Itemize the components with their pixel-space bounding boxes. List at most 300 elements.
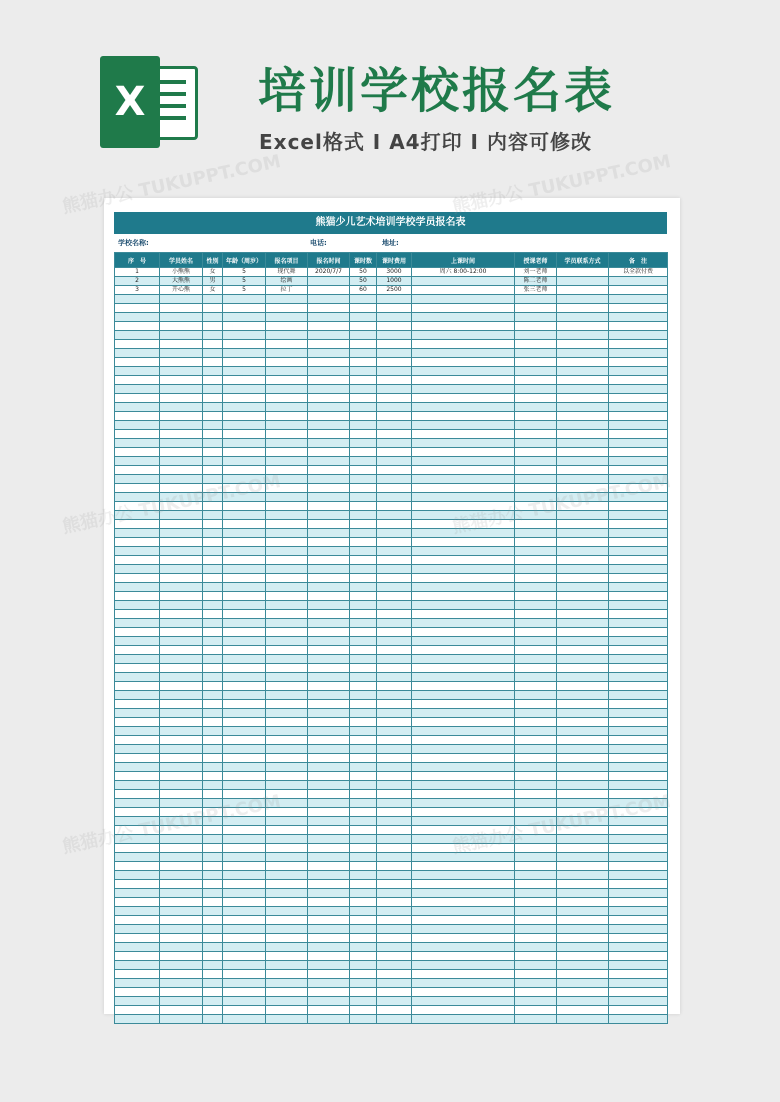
table-cell[interactable]	[515, 313, 557, 322]
table-cell[interactable]	[266, 799, 308, 808]
table-cell[interactable]	[350, 376, 377, 385]
table-cell[interactable]	[115, 619, 160, 628]
table-cell[interactable]	[308, 880, 350, 889]
table-cell[interactable]	[377, 817, 412, 826]
table-cell[interactable]	[377, 520, 412, 529]
table-cell[interactable]	[609, 430, 668, 439]
table-cell[interactable]	[377, 547, 412, 556]
table-cell[interactable]	[412, 304, 515, 313]
table-cell[interactable]	[515, 988, 557, 997]
table-cell[interactable]	[115, 637, 160, 646]
table-cell[interactable]	[557, 610, 609, 619]
table-cell[interactable]	[266, 736, 308, 745]
table-cell[interactable]	[377, 340, 412, 349]
table-cell[interactable]	[223, 448, 266, 457]
table-cell[interactable]	[203, 898, 223, 907]
table-cell[interactable]	[266, 889, 308, 898]
table-cell[interactable]	[412, 610, 515, 619]
table-cell[interactable]	[412, 907, 515, 916]
table-cell[interactable]	[515, 763, 557, 772]
table-cell[interactable]	[160, 907, 203, 916]
table-cell[interactable]	[412, 277, 515, 286]
table-cell[interactable]	[266, 313, 308, 322]
table-cell[interactable]	[308, 799, 350, 808]
table-cell[interactable]	[515, 700, 557, 709]
table-cell[interactable]	[350, 412, 377, 421]
table-cell[interactable]	[515, 511, 557, 520]
table-cell[interactable]	[609, 925, 668, 934]
table-cell[interactable]	[115, 358, 160, 367]
table-cell[interactable]	[557, 412, 609, 421]
table-cell[interactable]	[557, 619, 609, 628]
table-cell[interactable]	[115, 457, 160, 466]
table-cell[interactable]	[223, 439, 266, 448]
table-cell[interactable]	[266, 925, 308, 934]
table-cell[interactable]	[266, 502, 308, 511]
table-cell[interactable]	[308, 574, 350, 583]
table-cell[interactable]	[203, 970, 223, 979]
table-cell[interactable]	[160, 943, 203, 952]
table-cell[interactable]	[266, 916, 308, 925]
table-cell[interactable]	[308, 655, 350, 664]
table-cell[interactable]	[515, 484, 557, 493]
table-cell[interactable]	[557, 376, 609, 385]
table-cell[interactable]	[557, 529, 609, 538]
table-cell[interactable]	[266, 817, 308, 826]
table-cell[interactable]	[377, 403, 412, 412]
table-cell[interactable]	[203, 709, 223, 718]
table-cell[interactable]	[115, 754, 160, 763]
table-cell[interactable]	[350, 880, 377, 889]
table-cell[interactable]	[115, 988, 160, 997]
table-cell[interactable]	[115, 340, 160, 349]
table-cell[interactable]	[412, 880, 515, 889]
table-cell[interactable]	[412, 727, 515, 736]
table-cell[interactable]	[609, 781, 668, 790]
table-cell[interactable]	[609, 421, 668, 430]
table-cell[interactable]	[308, 322, 350, 331]
table-cell[interactable]	[223, 700, 266, 709]
table-cell[interactable]	[203, 682, 223, 691]
table-cell[interactable]	[203, 952, 223, 961]
table-cell[interactable]	[266, 430, 308, 439]
table-cell[interactable]	[377, 988, 412, 997]
table-cell[interactable]	[377, 394, 412, 403]
table-cell[interactable]	[515, 376, 557, 385]
table-cell[interactable]	[115, 799, 160, 808]
table-cell[interactable]	[557, 592, 609, 601]
table-cell[interactable]	[609, 286, 668, 295]
table-cell[interactable]: 50	[350, 277, 377, 286]
table-cell[interactable]	[223, 790, 266, 799]
table-cell[interactable]	[557, 763, 609, 772]
table-cell[interactable]	[377, 502, 412, 511]
table-cell[interactable]	[266, 466, 308, 475]
table-cell[interactable]	[266, 844, 308, 853]
table-cell[interactable]	[115, 871, 160, 880]
table-cell[interactable]	[377, 952, 412, 961]
table-cell[interactable]	[308, 637, 350, 646]
table-cell[interactable]	[308, 520, 350, 529]
table-cell[interactable]	[160, 691, 203, 700]
table-cell[interactable]	[609, 934, 668, 943]
table-cell[interactable]	[115, 844, 160, 853]
table-cell[interactable]	[266, 772, 308, 781]
table-cell[interactable]	[266, 718, 308, 727]
table-cell[interactable]	[203, 484, 223, 493]
table-cell[interactable]	[557, 790, 609, 799]
table-cell[interactable]	[557, 664, 609, 673]
table-cell[interactable]	[515, 808, 557, 817]
table-cell[interactable]	[350, 727, 377, 736]
table-cell[interactable]	[609, 646, 668, 655]
table-cell[interactable]	[115, 853, 160, 862]
table-cell[interactable]	[557, 628, 609, 637]
table-cell[interactable]	[203, 601, 223, 610]
table-cell[interactable]: 3000	[377, 268, 412, 277]
table-cell[interactable]	[203, 304, 223, 313]
table-cell[interactable]	[515, 628, 557, 637]
table-cell[interactable]	[557, 421, 609, 430]
table-cell[interactable]	[377, 610, 412, 619]
table-cell[interactable]	[223, 853, 266, 862]
table-cell[interactable]	[609, 655, 668, 664]
table-cell[interactable]	[266, 934, 308, 943]
table-cell[interactable]	[412, 403, 515, 412]
table-cell[interactable]	[203, 367, 223, 376]
table-cell[interactable]	[160, 1006, 203, 1015]
table-cell[interactable]	[350, 925, 377, 934]
table-cell[interactable]	[266, 898, 308, 907]
table-cell[interactable]	[412, 745, 515, 754]
table-cell[interactable]	[609, 970, 668, 979]
table-cell[interactable]	[160, 502, 203, 511]
table-cell[interactable]	[223, 376, 266, 385]
table-cell[interactable]	[115, 655, 160, 664]
table-cell[interactable]	[412, 772, 515, 781]
table-cell[interactable]	[223, 880, 266, 889]
table-cell[interactable]	[160, 790, 203, 799]
table-cell[interactable]	[115, 574, 160, 583]
table-cell[interactable]	[515, 430, 557, 439]
table-cell[interactable]	[609, 322, 668, 331]
table-cell[interactable]	[266, 520, 308, 529]
table-cell[interactable]	[115, 322, 160, 331]
table-cell[interactable]: 小熊熊	[160, 268, 203, 277]
table-cell[interactable]	[266, 304, 308, 313]
table-cell[interactable]	[412, 988, 515, 997]
table-cell[interactable]	[308, 358, 350, 367]
table-cell[interactable]	[160, 718, 203, 727]
table-cell[interactable]	[308, 952, 350, 961]
table-cell[interactable]	[557, 349, 609, 358]
table-cell[interactable]	[308, 430, 350, 439]
table-cell[interactable]	[557, 358, 609, 367]
table-cell[interactable]	[557, 952, 609, 961]
table-cell[interactable]	[203, 412, 223, 421]
table-cell[interactable]	[412, 556, 515, 565]
table-cell[interactable]	[377, 880, 412, 889]
table-cell[interactable]	[515, 853, 557, 862]
table-cell[interactable]	[203, 466, 223, 475]
table-cell[interactable]	[412, 979, 515, 988]
table-cell[interactable]	[350, 304, 377, 313]
table-cell[interactable]	[223, 466, 266, 475]
table-cell[interactable]	[412, 547, 515, 556]
table-cell[interactable]	[115, 421, 160, 430]
table-cell[interactable]	[515, 826, 557, 835]
table-cell[interactable]	[350, 763, 377, 772]
table-cell[interactable]	[350, 673, 377, 682]
table-cell[interactable]	[412, 574, 515, 583]
table-cell[interactable]	[203, 322, 223, 331]
table-cell[interactable]	[266, 727, 308, 736]
table-cell[interactable]	[515, 871, 557, 880]
table-cell[interactable]	[609, 943, 668, 952]
table-cell[interactable]	[266, 826, 308, 835]
table-cell[interactable]	[203, 997, 223, 1006]
table-cell[interactable]	[266, 700, 308, 709]
table-cell[interactable]	[160, 952, 203, 961]
table-cell[interactable]	[557, 682, 609, 691]
table-cell[interactable]	[412, 475, 515, 484]
table-cell[interactable]	[350, 700, 377, 709]
table-cell[interactable]	[609, 979, 668, 988]
table-cell[interactable]	[412, 1006, 515, 1015]
table-cell[interactable]	[160, 619, 203, 628]
table-cell[interactable]: 2500	[377, 286, 412, 295]
table-cell[interactable]	[377, 655, 412, 664]
table-cell[interactable]	[350, 529, 377, 538]
table-cell[interactable]	[515, 997, 557, 1006]
table-cell[interactable]	[203, 385, 223, 394]
table-cell[interactable]	[160, 439, 203, 448]
table-cell[interactable]	[350, 736, 377, 745]
table-cell[interactable]	[203, 763, 223, 772]
table-cell[interactable]	[223, 493, 266, 502]
table-cell[interactable]	[160, 808, 203, 817]
table-cell[interactable]	[266, 493, 308, 502]
table-cell[interactable]	[203, 619, 223, 628]
table-cell[interactable]	[412, 790, 515, 799]
table-cell[interactable]	[223, 601, 266, 610]
table-cell[interactable]	[350, 538, 377, 547]
table-cell[interactable]	[160, 898, 203, 907]
table-cell[interactable]	[160, 682, 203, 691]
table-cell[interactable]	[266, 511, 308, 520]
table-cell[interactable]	[377, 574, 412, 583]
table-cell[interactable]	[266, 385, 308, 394]
table-cell[interactable]	[515, 817, 557, 826]
table-cell[interactable]	[412, 709, 515, 718]
table-cell[interactable]	[266, 961, 308, 970]
table-cell[interactable]	[223, 619, 266, 628]
table-cell[interactable]	[266, 340, 308, 349]
table-cell[interactable]	[115, 961, 160, 970]
table-cell[interactable]	[557, 871, 609, 880]
table-cell[interactable]	[266, 745, 308, 754]
table-cell[interactable]	[609, 619, 668, 628]
table-cell[interactable]	[609, 520, 668, 529]
table-cell[interactable]	[609, 538, 668, 547]
table-cell[interactable]	[266, 988, 308, 997]
table-cell[interactable]	[377, 709, 412, 718]
table-cell[interactable]	[266, 664, 308, 673]
table-cell[interactable]	[308, 529, 350, 538]
table-cell[interactable]	[377, 592, 412, 601]
table-cell[interactable]	[350, 754, 377, 763]
table-cell[interactable]	[515, 916, 557, 925]
table-cell[interactable]	[115, 385, 160, 394]
table-cell[interactable]	[223, 313, 266, 322]
table-cell[interactable]	[266, 448, 308, 457]
table-cell[interactable]	[203, 916, 223, 925]
table-cell[interactable]	[308, 718, 350, 727]
table-cell[interactable]	[515, 880, 557, 889]
table-cell[interactable]	[557, 520, 609, 529]
table-cell[interactable]	[115, 628, 160, 637]
table-cell[interactable]	[609, 754, 668, 763]
table-cell[interactable]	[115, 547, 160, 556]
table-cell[interactable]	[515, 610, 557, 619]
table-cell[interactable]	[223, 574, 266, 583]
table-cell[interactable]	[412, 655, 515, 664]
table-cell[interactable]	[203, 1006, 223, 1015]
table-cell[interactable]	[557, 286, 609, 295]
table-cell[interactable]	[609, 475, 668, 484]
table-cell[interactable]	[609, 331, 668, 340]
table-cell[interactable]	[266, 592, 308, 601]
table-cell[interactable]	[160, 763, 203, 772]
table-cell[interactable]	[557, 1006, 609, 1015]
table-cell[interactable]	[609, 844, 668, 853]
table-cell[interactable]	[557, 511, 609, 520]
table-cell[interactable]	[350, 448, 377, 457]
table-cell[interactable]	[160, 871, 203, 880]
table-cell[interactable]	[412, 952, 515, 961]
table-cell[interactable]	[609, 745, 668, 754]
table-cell[interactable]	[203, 457, 223, 466]
table-cell[interactable]	[412, 853, 515, 862]
table-cell[interactable]	[609, 835, 668, 844]
table-cell[interactable]	[115, 610, 160, 619]
table-cell[interactable]	[160, 637, 203, 646]
table-cell[interactable]	[308, 790, 350, 799]
table-cell[interactable]	[515, 466, 557, 475]
table-cell[interactable]	[377, 997, 412, 1006]
table-cell[interactable]	[377, 628, 412, 637]
table-cell[interactable]	[115, 691, 160, 700]
table-cell[interactable]	[557, 997, 609, 1006]
table-cell[interactable]	[350, 439, 377, 448]
table-cell[interactable]	[160, 295, 203, 304]
table-cell[interactable]	[223, 331, 266, 340]
table-cell[interactable]	[350, 583, 377, 592]
table-cell[interactable]	[160, 340, 203, 349]
table-cell[interactable]	[377, 529, 412, 538]
table-cell[interactable]	[377, 664, 412, 673]
table-cell[interactable]	[609, 448, 668, 457]
table-cell[interactable]	[266, 358, 308, 367]
table-cell[interactable]	[308, 295, 350, 304]
table-cell[interactable]	[308, 826, 350, 835]
table-cell[interactable]	[308, 1015, 350, 1024]
table-cell[interactable]	[350, 610, 377, 619]
table-cell[interactable]	[609, 727, 668, 736]
table-cell[interactable]	[412, 529, 515, 538]
table-cell[interactable]	[515, 619, 557, 628]
table-cell[interactable]	[557, 457, 609, 466]
table-cell[interactable]	[308, 979, 350, 988]
table-cell[interactable]	[223, 898, 266, 907]
table-cell[interactable]	[557, 322, 609, 331]
table-cell[interactable]: 大熊熊	[160, 277, 203, 286]
table-cell[interactable]	[515, 556, 557, 565]
table-cell[interactable]	[223, 691, 266, 700]
table-cell[interactable]	[266, 421, 308, 430]
table-cell[interactable]	[266, 979, 308, 988]
table-cell[interactable]	[203, 448, 223, 457]
table-cell[interactable]	[609, 898, 668, 907]
table-cell[interactable]	[557, 547, 609, 556]
table-cell[interactable]	[266, 790, 308, 799]
table-cell[interactable]	[350, 790, 377, 799]
table-cell[interactable]	[350, 646, 377, 655]
table-cell[interactable]	[350, 718, 377, 727]
table-cell[interactable]	[266, 547, 308, 556]
table-cell[interactable]	[515, 844, 557, 853]
table-cell[interactable]	[160, 403, 203, 412]
table-cell[interactable]	[609, 385, 668, 394]
table-cell[interactable]	[609, 367, 668, 376]
table-cell[interactable]	[266, 439, 308, 448]
table-cell[interactable]	[350, 565, 377, 574]
table-cell[interactable]	[515, 727, 557, 736]
table-cell[interactable]	[160, 979, 203, 988]
table-cell[interactable]	[515, 502, 557, 511]
table-cell[interactable]	[308, 871, 350, 880]
table-cell[interactable]	[609, 394, 668, 403]
table-cell[interactable]	[266, 403, 308, 412]
table-cell[interactable]	[160, 889, 203, 898]
table-cell[interactable]	[412, 601, 515, 610]
table-cell[interactable]	[115, 583, 160, 592]
table-cell[interactable]	[350, 862, 377, 871]
table-cell[interactable]	[412, 520, 515, 529]
table-cell[interactable]	[609, 889, 668, 898]
table-cell[interactable]	[377, 871, 412, 880]
table-cell[interactable]	[308, 970, 350, 979]
table-cell[interactable]	[377, 943, 412, 952]
table-cell[interactable]	[412, 412, 515, 421]
table-cell[interactable]	[350, 367, 377, 376]
table-cell[interactable]	[377, 682, 412, 691]
table-cell[interactable]: 3	[115, 286, 160, 295]
table-cell[interactable]	[160, 754, 203, 763]
table-cell[interactable]	[609, 673, 668, 682]
table-cell[interactable]	[377, 889, 412, 898]
table-cell[interactable]	[557, 439, 609, 448]
table-cell[interactable]	[377, 385, 412, 394]
table-cell[interactable]	[160, 493, 203, 502]
table-cell[interactable]	[609, 565, 668, 574]
table-cell[interactable]	[308, 313, 350, 322]
table-cell[interactable]	[412, 862, 515, 871]
table-cell[interactable]	[609, 817, 668, 826]
table-cell[interactable]	[557, 475, 609, 484]
table-cell[interactable]: 2020/7/7	[308, 268, 350, 277]
table-cell[interactable]	[160, 583, 203, 592]
